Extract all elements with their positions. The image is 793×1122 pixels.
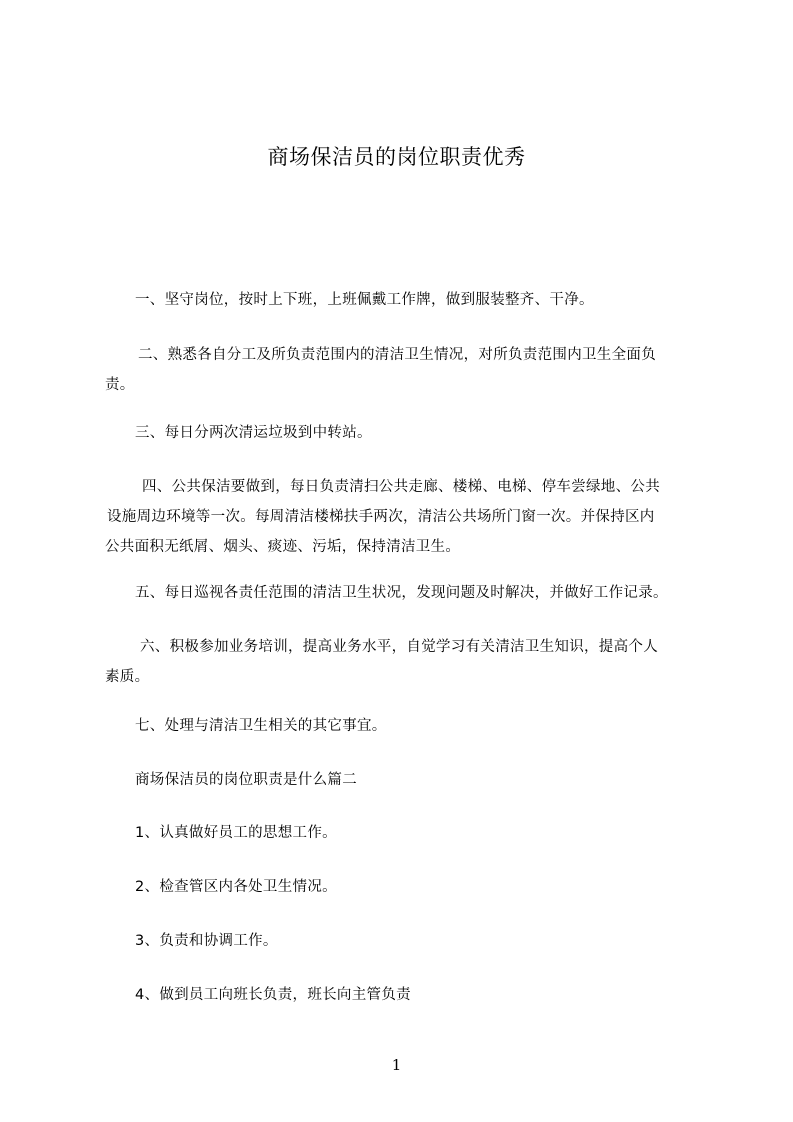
section-heading (105, 765, 705, 795)
paragraph-line: 商场保洁员的岗位职责是什么篇二 (135, 772, 357, 788)
paragraph-line: 4、做到员工向班长负责，班长向主管负责 (135, 987, 411, 1003)
paragraph-line: 1、认真做好员工的思想工作。 (135, 825, 337, 841)
document-title: 商场保洁员的岗位职责优秀 (267, 145, 526, 169)
paragraph-line: 五、每日巡视各责任范围的清洁卫生状况，发现问题及时解决，并做好工作记录。 (135, 585, 668, 601)
paragraph (105, 340, 705, 400)
paragraph (105, 472, 705, 562)
paragraph (105, 711, 705, 741)
list-item (105, 818, 705, 848)
paragraph-line: 素质。 (105, 669, 150, 685)
list-item (105, 926, 705, 956)
paragraph (105, 285, 705, 315)
paragraph-line: 七、处理与清洁卫生相关的其它事宜。 (135, 718, 387, 734)
paragraph (105, 418, 705, 448)
paragraph-line: 一、坚守岗位，按时上下班，上班佩戴工作牌，做到服装整齐、干净。 (135, 292, 594, 308)
paragraph-line: 六、积极参加业务培训，提高业务水平，自觉学习有关清洁卫生知识，提高个人 (140, 639, 658, 655)
list-item (105, 980, 705, 1010)
paragraph-line: 3、负责和协调工作。 (135, 933, 278, 949)
paragraph-line: 2、检查管区内各处卫生情况。 (135, 879, 337, 895)
paragraph-line: 设施周边环境等一次。每周清洁楼梯扶手两次，清洁公共场所门窗一次。并保持区内 (107, 509, 655, 525)
paragraph (105, 632, 705, 692)
paragraph-line: 二、熟悉各自分工及所负责范围内的清洁卫生情况，对所负责范围内卫生全面负 (138, 347, 656, 363)
paragraph-line: 四、公共保洁要做到，每日负责清扫公共走廊、楼梯、电梯、停车尝绿地、公共 (142, 479, 660, 495)
paragraph-line: 三、每日分两次清运垃圾到中转站。 (135, 425, 372, 441)
paragraph-line: 责。 (105, 377, 135, 393)
list-item (105, 872, 705, 902)
page-number: 1 (391, 1056, 402, 1074)
paragraph-line: 公共面积无纸屑、烟头、痰迹、污垢，保持清洁卫生。 (105, 539, 461, 555)
paragraph (105, 578, 705, 608)
